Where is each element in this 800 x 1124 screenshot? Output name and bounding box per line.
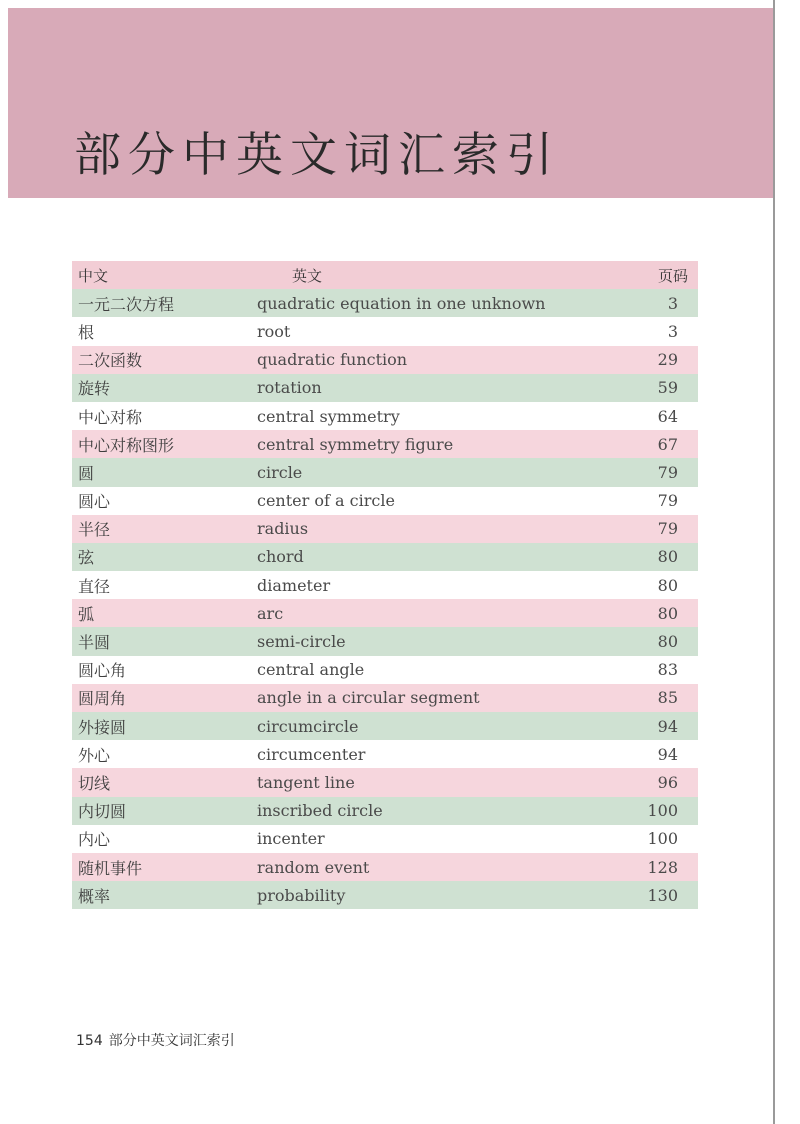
page-number: 3 <box>667 321 678 341</box>
english-term: tangent line <box>252 768 612 796</box>
english-term: inscribed circle <box>252 797 612 825</box>
page-edge-line <box>773 0 775 1124</box>
chinese-term: 内切圆 <box>72 797 252 825</box>
chinese-term: 外接圆 <box>72 712 252 740</box>
page-number: 80 <box>612 543 698 571</box>
header-page: 页码 <box>612 261 698 289</box>
chinese-term: 中心对称 <box>78 407 143 427</box>
table-row <box>72 627 698 655</box>
page-number: 59 <box>612 374 698 402</box>
table-row <box>72 543 698 571</box>
table-row <box>72 402 698 430</box>
chinese-term: 圆 <box>72 458 252 486</box>
english-term: arc <box>252 599 612 627</box>
page-title: 部分中英文词汇索引 <box>74 128 560 183</box>
chinese-term: 根 <box>78 322 95 342</box>
table-row <box>72 515 698 543</box>
page-number: 80 <box>612 627 698 655</box>
table-row <box>72 740 698 768</box>
page-number: 64 <box>657 406 678 426</box>
english-term: radius <box>252 515 612 543</box>
table-row <box>72 712 698 740</box>
english-term: rotation <box>252 374 612 402</box>
page-number: 80 <box>657 575 678 595</box>
page-number: 80 <box>612 599 698 627</box>
table-row <box>72 684 698 712</box>
chinese-term: 直径 <box>78 576 111 596</box>
chinese-term: 外心 <box>78 745 111 765</box>
chinese-term: 一元二次方程 <box>72 289 252 317</box>
footer-page-number: 154 <box>76 1033 103 1049</box>
english-term: root <box>257 321 291 341</box>
page-number: 96 <box>612 768 698 796</box>
footer-section-title: 部分中英文词汇索引 <box>108 1033 235 1049</box>
english-term: circumcircle <box>252 712 612 740</box>
english-term: random event <box>252 853 612 881</box>
chinese-term: 内心 <box>78 830 111 850</box>
table-row <box>72 317 698 345</box>
table-row <box>72 374 698 402</box>
table-row <box>72 797 698 825</box>
page-number: 79 <box>657 491 678 511</box>
page-number: 83 <box>657 660 678 680</box>
table-row <box>72 571 698 599</box>
page-footer <box>76 1030 235 1050</box>
english-term: central symmetry figure <box>252 430 612 458</box>
page-number: 3 <box>612 289 698 317</box>
english-term: quadratic equation in one unknown <box>252 289 612 317</box>
table-row <box>72 458 698 486</box>
english-term: incenter <box>257 829 325 849</box>
chinese-term: 二次函数 <box>72 346 252 374</box>
english-term: quadratic function <box>252 346 612 374</box>
english-term: circle <box>252 458 612 486</box>
header-chinese: 中文 <box>72 261 252 289</box>
table-row <box>72 430 698 458</box>
chinese-term: 弧 <box>72 599 252 627</box>
table-row <box>72 881 698 909</box>
page-number: 79 <box>612 458 698 486</box>
chinese-term: 弦 <box>72 543 252 571</box>
chinese-term: 中心对称图形 <box>72 430 252 458</box>
page-number: 79 <box>612 515 698 543</box>
page-number: 100 <box>612 797 698 825</box>
page-number: 94 <box>657 744 678 764</box>
page-number: 128 <box>612 853 698 881</box>
english-term: semi-circle <box>252 627 612 655</box>
page-number: 94 <box>612 712 698 740</box>
table-row <box>72 768 698 796</box>
table-row <box>72 599 698 627</box>
table-row <box>72 487 698 515</box>
page-number: 100 <box>647 829 678 849</box>
table-row <box>72 346 698 374</box>
english-term: probability <box>252 881 612 909</box>
chinese-term: 圆周角 <box>72 684 252 712</box>
chinese-term: 圆心角 <box>78 661 127 681</box>
page-number: 67 <box>612 430 698 458</box>
english-term: chord <box>252 543 612 571</box>
header-english: 英文 <box>252 261 612 289</box>
chinese-term: 半圆 <box>72 627 252 655</box>
english-term: angle in a circular segment <box>252 684 612 712</box>
table-row <box>72 853 698 881</box>
chinese-term: 旋转 <box>72 374 252 402</box>
chinese-term: 半径 <box>72 515 252 543</box>
english-term: central angle <box>257 660 365 680</box>
english-term: center of a circle <box>257 491 395 511</box>
vocabulary-index-table <box>72 261 698 909</box>
table-header-row <box>72 261 698 289</box>
page-number: 130 <box>612 881 698 909</box>
english-term: circumcenter <box>257 744 366 764</box>
english-term: central symmetry <box>257 406 400 426</box>
table-row <box>72 289 698 317</box>
chinese-term: 圆心 <box>78 492 111 512</box>
table-row <box>72 656 698 684</box>
chinese-term: 随机事件 <box>72 853 252 881</box>
chinese-term: 概率 <box>72 881 252 909</box>
chinese-term: 切线 <box>72 768 252 796</box>
table-body <box>72 289 698 909</box>
table-row <box>72 825 698 853</box>
english-term: diameter <box>257 575 331 595</box>
page-number: 29 <box>612 346 698 374</box>
page-number: 85 <box>612 684 698 712</box>
